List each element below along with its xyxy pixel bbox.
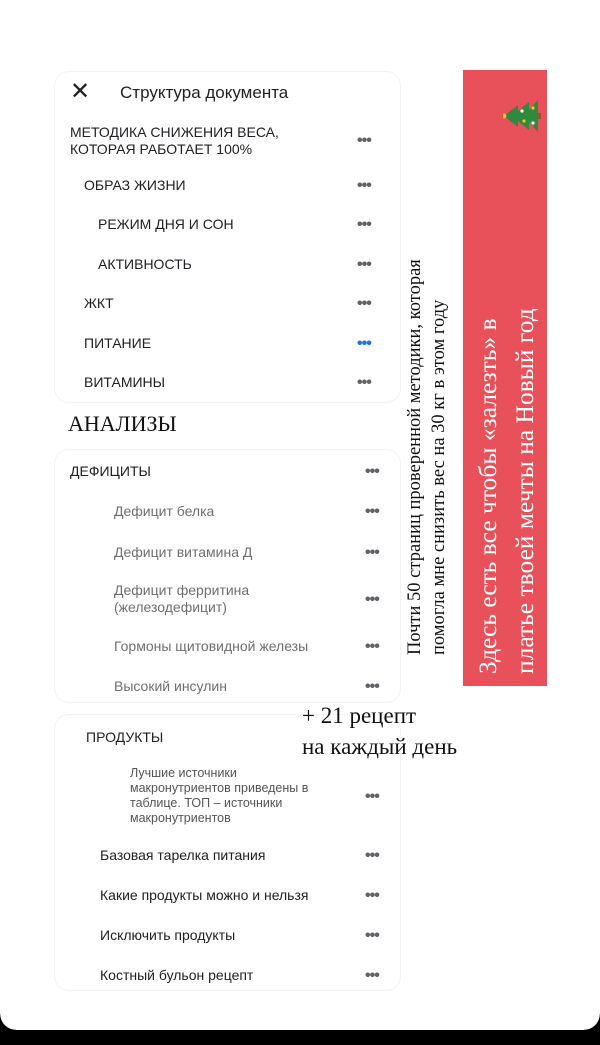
recipes-text-line2: на каждый день <box>302 734 458 759</box>
outline-item-method[interactable] <box>70 124 279 158</box>
outline-item-label: Дефицит ферритина <box>114 582 250 598</box>
vertical-caption-line2: помогла мне снизить вес на 30 кг в этом году <box>429 299 449 655</box>
outline-item-vitamin-d[interactable]: Дефицит витамина Д <box>114 544 253 560</box>
vertical-caption-line1: Почти 50 страниц проверенной методики, которая <box>405 259 425 655</box>
bottom-frame <box>0 1030 600 1045</box>
more-icon[interactable]: ••• <box>365 463 379 480</box>
panel-title: Структура документа <box>120 83 289 102</box>
outline-item-thyroid[interactable]: Гормоны щитовидной железы <box>114 638 309 654</box>
outline-item-gut[interactable]: ЖКТ <box>84 295 114 311</box>
outline-item-activity[interactable]: АКТИВНОСТЬ <box>98 256 192 272</box>
more-icon[interactable]: ••• <box>365 847 379 864</box>
outline-item-ferritin[interactable] <box>114 582 249 616</box>
promo-banner <box>463 70 547 686</box>
outline-item-label: МЕТОДИКА СНИЖЕНИЯ ВЕСА, <box>70 124 279 140</box>
outline-item-products[interactable]: ПРОДУКТЫ <box>86 729 164 745</box>
outline-item-deficits[interactable]: ДЕФИЦИТЫ <box>70 463 151 479</box>
more-icon[interactable]: ••• <box>365 788 379 805</box>
outline-item-base-plate[interactable]: Базовая тарелка питания <box>100 847 266 863</box>
more-icon[interactable]: ••• <box>365 544 379 561</box>
more-icon[interactable]: ••• <box>357 374 371 391</box>
outline-item-lifestyle[interactable]: ОБРАЗ ЖИЗНИ <box>84 177 186 193</box>
vertical-caption <box>403 125 463 655</box>
outline-item-protein[interactable]: Дефицит белка <box>114 503 215 519</box>
outline-item-allowed-products[interactable]: Какие продукты можно и нельзя <box>100 887 309 903</box>
more-icon[interactable]: ••• <box>357 132 371 149</box>
outline-item-label: (железодефицит) <box>114 599 227 615</box>
outline-item-bone-broth[interactable]: Костный бульон рецепт <box>100 967 254 983</box>
christmas-tree-icon <box>503 96 541 136</box>
more-icon[interactable]: ••• <box>357 256 371 273</box>
promo-banner-line1: Здесь есть все чтобы «залезть» в <box>473 318 502 674</box>
outline-item-insulin[interactable]: Высокий инсулин <box>114 678 227 694</box>
outline-item-label: макронутриентов <box>130 811 231 825</box>
more-icon[interactable]: ••• <box>365 678 379 695</box>
analyses-heading: АНАЛИЗЫ <box>68 411 177 436</box>
outline-item-vitamins[interactable]: ВИТАМИНЫ <box>84 374 166 390</box>
outline-item-label: таблице. ТОП – источники <box>130 796 283 810</box>
more-icon[interactable]: ••• <box>365 967 379 984</box>
outline-panel-2 <box>55 450 400 702</box>
outline-item-exclude-products[interactable]: Исключить продукты <box>100 927 236 943</box>
recipes-text-line1: + 21 рецепт <box>302 703 417 728</box>
more-icon[interactable]: ••• <box>365 927 379 944</box>
outline-item-label: макронутриентов приведены в <box>130 781 309 795</box>
outline-item-macronutrients[interactable] <box>130 766 308 826</box>
outline-item-sleep[interactable]: РЕЖИМ ДНЯ И СОН <box>98 216 234 232</box>
more-icon[interactable]: ••• <box>365 638 379 655</box>
more-icon[interactable]: ••• <box>357 295 371 312</box>
promo-banner-line2: платье твоей мечты на Новый год <box>510 308 539 674</box>
more-icon[interactable]: ••• <box>357 216 371 233</box>
outline-item-label: Лучшие источники <box>130 766 237 780</box>
more-icon[interactable]: ••• <box>365 503 379 520</box>
outline-item-nutrition[interactable]: ПИТАНИЕ <box>84 335 152 351</box>
outline-panel-1 <box>55 72 400 402</box>
close-icon[interactable]: ✕ <box>70 78 91 105</box>
more-icon-active[interactable]: ••• <box>357 335 371 352</box>
more-icon[interactable]: ••• <box>365 887 379 904</box>
more-icon[interactable]: ••• <box>365 591 379 608</box>
outline-item-label: КОТОРАЯ РАБОТАЕТ 100% <box>70 141 253 157</box>
more-icon[interactable]: ••• <box>357 177 371 194</box>
